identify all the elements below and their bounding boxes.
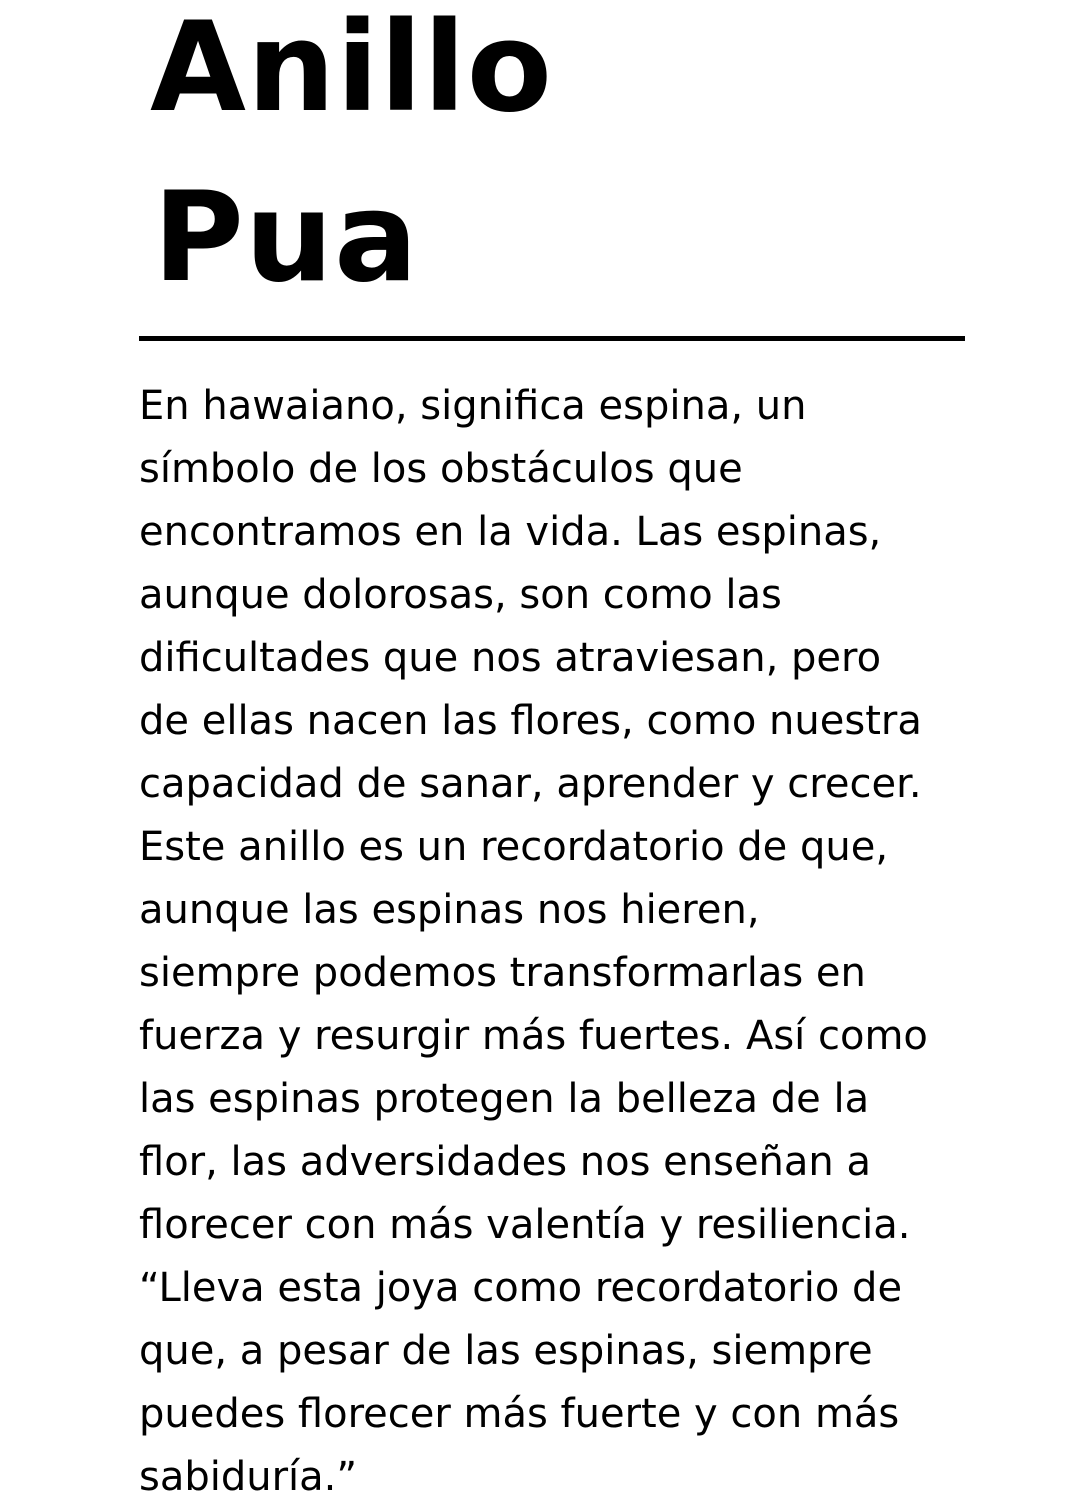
paragraph-line: puedes florecer más fuerte y con más [139, 1391, 900, 1437]
paragraph-line: símbolo de los obstáculos que [139, 446, 743, 492]
paragraph-line: En hawaiano, significa espina, un [139, 383, 807, 429]
paragraph-line: Este anillo es un recordatorio de que, [139, 824, 889, 870]
paragraph-line: encontramos en la vida. Las espinas, [139, 509, 882, 555]
paragraph-line: aunque dolorosas, son como las [139, 572, 782, 618]
paragraph-line: siempre podemos transformarlas en [139, 950, 866, 996]
description-paragraph [139, 375, 999, 1509]
paragraph-line: fuerza y resurgir más fuertes. Así como [139, 1013, 928, 1059]
title-line-2: Pua [153, 166, 419, 310]
paragraph-line: aunque las espinas nos hieren, [139, 887, 760, 933]
paragraph-line: flor, las adversidades nos enseñan a [139, 1139, 871, 1185]
paragraph-line: florecer con más valentía y resiliencia. [139, 1202, 911, 1248]
paragraph-line: dificultades que nos atraviesan, pero [139, 635, 882, 681]
paragraph-line: que, a pesar de las espinas, siempre [139, 1328, 873, 1374]
title-divider [139, 336, 965, 341]
paragraph-line: de ellas nacen las flores, como nuestra [139, 698, 922, 744]
paragraph-line: “Lleva esta joya como recordatorio de [139, 1265, 903, 1311]
paragraph-line: sabiduría.” [139, 1454, 358, 1500]
title-line-1: Anillo [150, 0, 553, 140]
paragraph-line: las espinas protegen la belleza de la [139, 1076, 870, 1122]
paragraph-line: capacidad de sanar, aprender y crecer. [139, 761, 922, 807]
